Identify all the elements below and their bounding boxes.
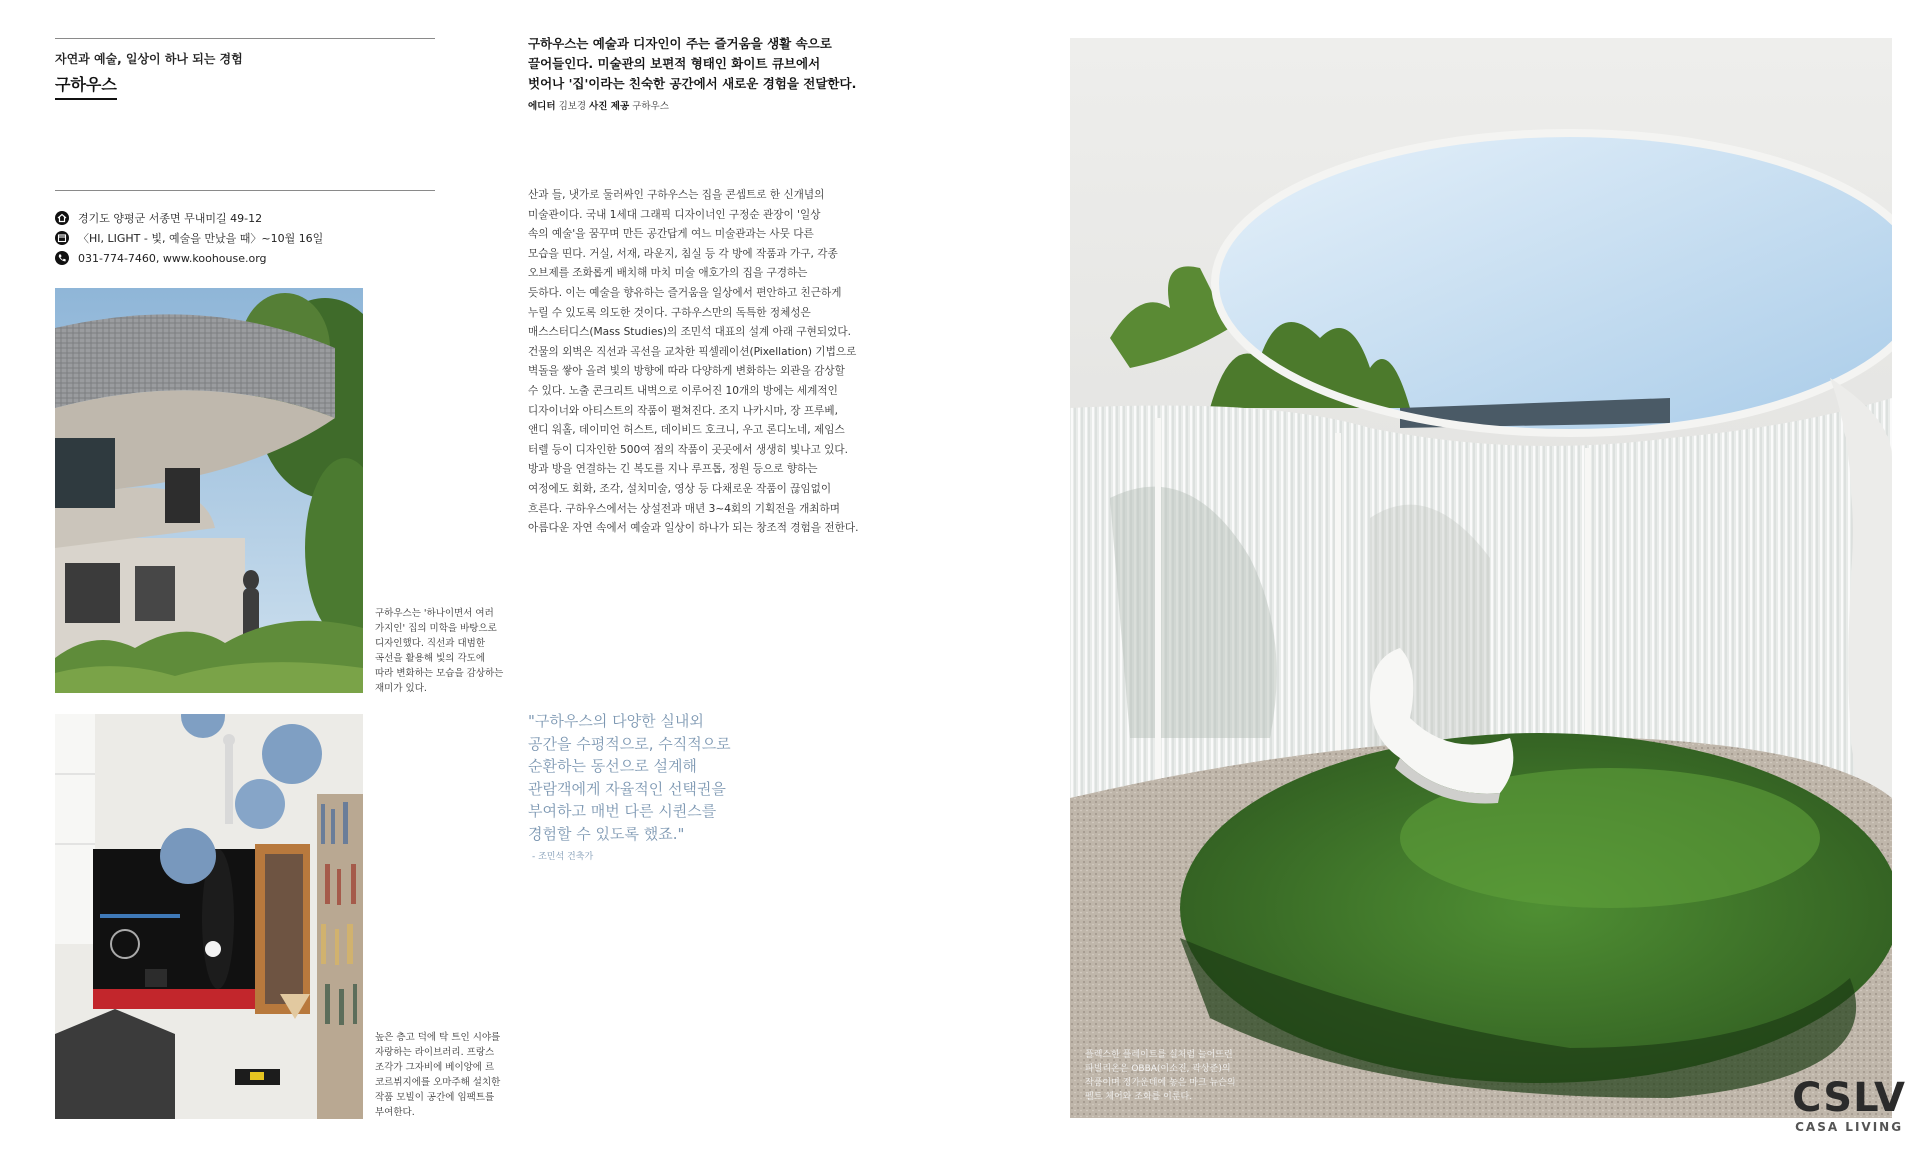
address-text: 경기도 양평군 서종면 무내미길 49-12 [78,212,263,225]
venue-info [55,208,323,268]
interior-photo [55,714,363,1119]
editor-label: 에디터 [528,101,556,112]
photo-credit-label: 사진 제공 [589,101,630,112]
body-text: 산과 들, 냇가로 둘러싸인 구하우스는 집을 콘셉트로 한 신개념의 미술관이다. 국내 1세대 그래픽 디자이너인 구정순 관장이 '일상 속의 예술'을 꿈꾸며 만든 공간답게 여느 미술관과는 사뭇 다른 모습을 띤다. 거실, 서재, 라운지, 침실 등 각 방에 작품과 가구, 각종 오브제를 조화롭게 배치해 마치 미술 애호가의 집을 구경하는 듯하다. 이는 예술을 향유하는 즐거움을 일상에서 편안하고 친근하게 누릴 수 있도록 의도한 것이다. 구하우스만의 독특한 정체성은 매스스터디스(Mass Studies)의 조민석 대표의 설계 아래 구현되었다. 건물의 외벽은 직선과 곡선을 교차한 픽셀레이션(Pixellation) 기법으로 벽돌을 쌓아 올려 빛의 방향에 따라 다양하게 변화하는 외관을 감상할 수 있다. 노출 콘크리트 내벽으로 이루어진 10개의 방에는 세계적인 디자이너와 아티스트의 작품이 펼쳐진다. 조지 나카시마, 장 프루베, 앤디 워홀, 데이미언 허스트, 데이비드 호크니, 우고 론디노네, 제임스 터렐 등이 디자인한 500여 점의 작품이 곳곳에서 생생히 빛나고 있다. 방과 방을 연결하는 긴 복도를 지나 루프톱, 정원 등으로 향하는 여정에도 회화, 조각, 설치미술, 영상 등 다채로운 작품이 끊임없이 흐른다. 구하우스에서는 상설전과 매년 3~4회의 기획전을 개최하며 아름다운 자연 속에서 예술과 일상이 하나가 되는 창조적 경험을 전한다. [528,189,859,535]
address-row [55,208,323,228]
logo-mark: CSLV [1792,1075,1906,1121]
interior-caption: 높은 층고 덕에 탁 트인 시야를 자랑하는 라이브러리. 프랑스 조각가 그자비에 베이앙에 르 코르뷔지에를 오마주해 설치한 작품 모빌이 공간에 임팩트를 부여한다. [375,1032,501,1118]
contact-text: 031-774-7460, www.koohouse.org [78,251,267,265]
info-divider [55,190,435,191]
article-subtitle: 자연과 예술, 일상이 하나 되는 경험 [55,52,243,66]
credits [528,98,669,112]
photo-credit-name: 구하우스 [632,101,669,112]
quote-author: - 조민석 건축가 [532,852,594,862]
home-icon [55,211,69,225]
exterior-photo [55,288,363,693]
exterior-caption: 구하우스는 '하나이면서 여러 가지인' 집의 미학을 바탕으로 디자인했다. 직선과 대범한 곡선을 활용해 빛의 각도에 따라 변화하는 모습을 감상하는 재미가 있다. [375,608,504,694]
exhibition-row [55,228,323,248]
courtyard-caption: 플렉스한 플레이트를 실처럼 늘어뜨린 파빌리온은 OBBA(이소진, 곽상준)의 작품이며 정가운데에 놓은 마크 뉴슨의 펠트 체어와 조화를 이룬다. [1085,1050,1236,1102]
phone-icon [55,251,69,265]
editor-name: 김보경 [558,101,587,112]
article-title: 구하우스 [55,72,117,100]
courtyard-photo [1070,38,1892,1118]
exhibition-text: 〈HI, LIGHT - 빛, 예술을 만났을 때〉~10월 16일 [78,232,324,245]
top-divider [55,38,435,39]
lead-paragraph: 구하우스는 예술과 디자인이 주는 즐거움을 생활 속으로 끌어들인다. 미술관의 보편적 형태인 화이트 큐브에서 벗어나 '집'이라는 친숙한 공간에서 새로운 경험을 전달한다. [528,36,857,91]
calendar-icon [55,231,69,245]
logo-subtitle: CASA LIVING [1795,1120,1904,1134]
magazine-logo [1792,1075,1906,1134]
pull-quote: "구하우스의 다양한 실내외 공간을 수평적으로, 수직적으로 순환하는 동선으로 설계해 관람객에게 자율적인 선택권을 부여하고 매번 다른 시퀀스를 경험할 수 있도록 했죠." [528,712,731,843]
contact-row [55,248,323,268]
